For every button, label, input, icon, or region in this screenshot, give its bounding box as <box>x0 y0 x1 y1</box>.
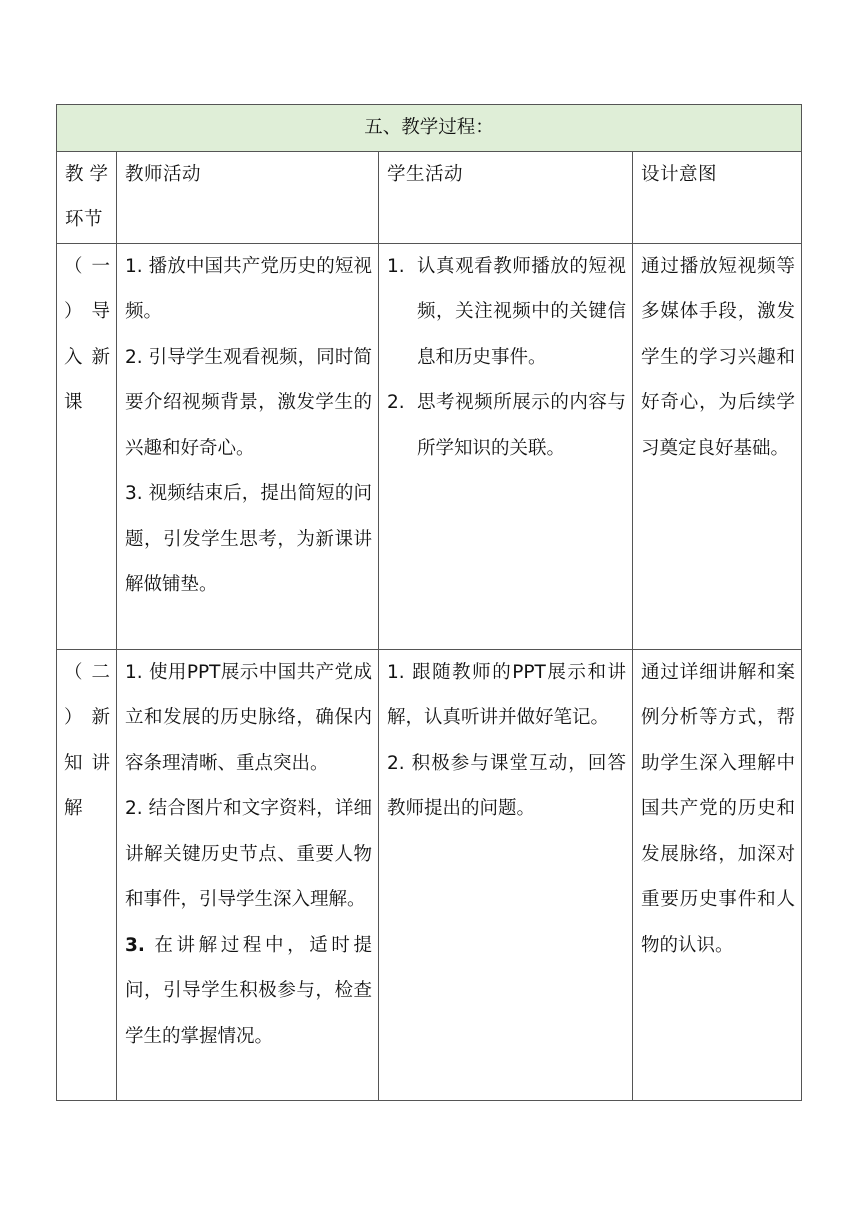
stage-line: （二 <box>64 661 110 683</box>
item-text: 使用PPT展示中国共产党成立和发展的历史脉络，确保内容条理清晰、重点突出。 <box>125 661 372 774</box>
design-intent-text: 通过详细讲解和案例分析等方式，帮助学生深入理解中国共产党的历史和发展脉络，加深对重要历史事件和人物的认识。 <box>641 661 796 956</box>
item-text: 结合图片和文字资料，详细讲解关键历史节点、重要人物和事件，引导学生深入理解。 <box>125 798 372 910</box>
table-title: 五、教学过程： <box>57 105 802 152</box>
header-teacher: 教师活动 <box>117 151 379 243</box>
item-number: 3. <box>125 934 145 956</box>
stage-line: 课 <box>64 392 83 413</box>
student-activity-list <box>387 244 626 472</box>
item-number: 2. <box>125 346 143 368</box>
item-text: 跟随教师的PPT展示和讲解，认真听讲并做好笔记。 <box>387 661 626 728</box>
item-number: 1. <box>387 255 405 277</box>
item-text: 在讲解过程中，适时提问，引导学生积极参与，检查学生的掌握情况。 <box>125 934 372 1047</box>
design-intent-cell <box>633 649 802 1100</box>
header-stage-line: 环节 <box>65 209 104 230</box>
item-text: 思考视频所展示的内容与所学知识的关联。 <box>417 392 626 459</box>
teacher-activity-item <box>125 244 372 335</box>
stage-line: ）导 <box>64 301 110 322</box>
item-number: 3. <box>125 483 143 504</box>
item-number: 1. <box>125 661 143 683</box>
table-row <box>57 649 802 1100</box>
header-student: 学生活动 <box>379 151 633 243</box>
header-stage <box>57 151 117 243</box>
teacher-activity-item <box>125 471 372 608</box>
teacher-activity-item <box>125 650 372 787</box>
header-row <box>57 151 802 243</box>
stage-line: 入新 <box>64 346 110 368</box>
item-text: 引导学生观看视频，同时简要介绍视频背景，激发学生的兴趣和好奇心。 <box>125 346 372 459</box>
stage-line: 知讲 <box>64 752 110 774</box>
item-text: 积极参与课堂互动，回答教师提出的问题。 <box>387 752 626 819</box>
stage-line: ）新 <box>64 707 110 728</box>
item-number: 1. <box>125 255 143 277</box>
teacher-activity-item <box>125 786 372 923</box>
stage-line: （一 <box>64 255 110 277</box>
student-activity-cell <box>379 649 633 1100</box>
teacher-activity-cell <box>117 243 379 649</box>
teacher-activity-item <box>125 923 372 1060</box>
teacher-activity-item <box>125 335 372 472</box>
student-activity-cell <box>379 243 633 649</box>
design-intent-text: 通过播放短视频等多媒体手段，激发学生的学习兴趣和好奇心，为后续学习奠定良好基础。 <box>641 255 796 459</box>
header-intent: 设计意图 <box>633 151 802 243</box>
stage-line: 解 <box>64 798 83 819</box>
stage-cell <box>57 243 117 649</box>
item-number: 2. <box>387 392 405 413</box>
teaching-process-table <box>56 104 802 1101</box>
student-activity-item <box>387 741 626 832</box>
item-number: 2. <box>125 798 143 819</box>
item-number: 1. <box>387 661 405 683</box>
teacher-activity-cell <box>117 649 379 1100</box>
item-text: 视频结束后，提出简短的问题，引发学生思考，为新课讲解做铺垫。 <box>125 483 372 595</box>
stage-cell <box>57 649 117 1100</box>
table-row <box>57 243 802 649</box>
student-activity-item <box>387 650 626 741</box>
student-activity-item <box>387 244 626 381</box>
item-text: 认真观看教师播放的短视频，关注视频中的关键信息和历史事件。 <box>417 255 626 368</box>
header-stage-line: 教学 <box>65 163 115 185</box>
item-number: 2. <box>387 752 405 774</box>
design-intent-cell <box>633 243 802 649</box>
item-text: 播放中国共产党历史的短视频。 <box>125 255 372 322</box>
student-activity-item <box>387 380 626 471</box>
